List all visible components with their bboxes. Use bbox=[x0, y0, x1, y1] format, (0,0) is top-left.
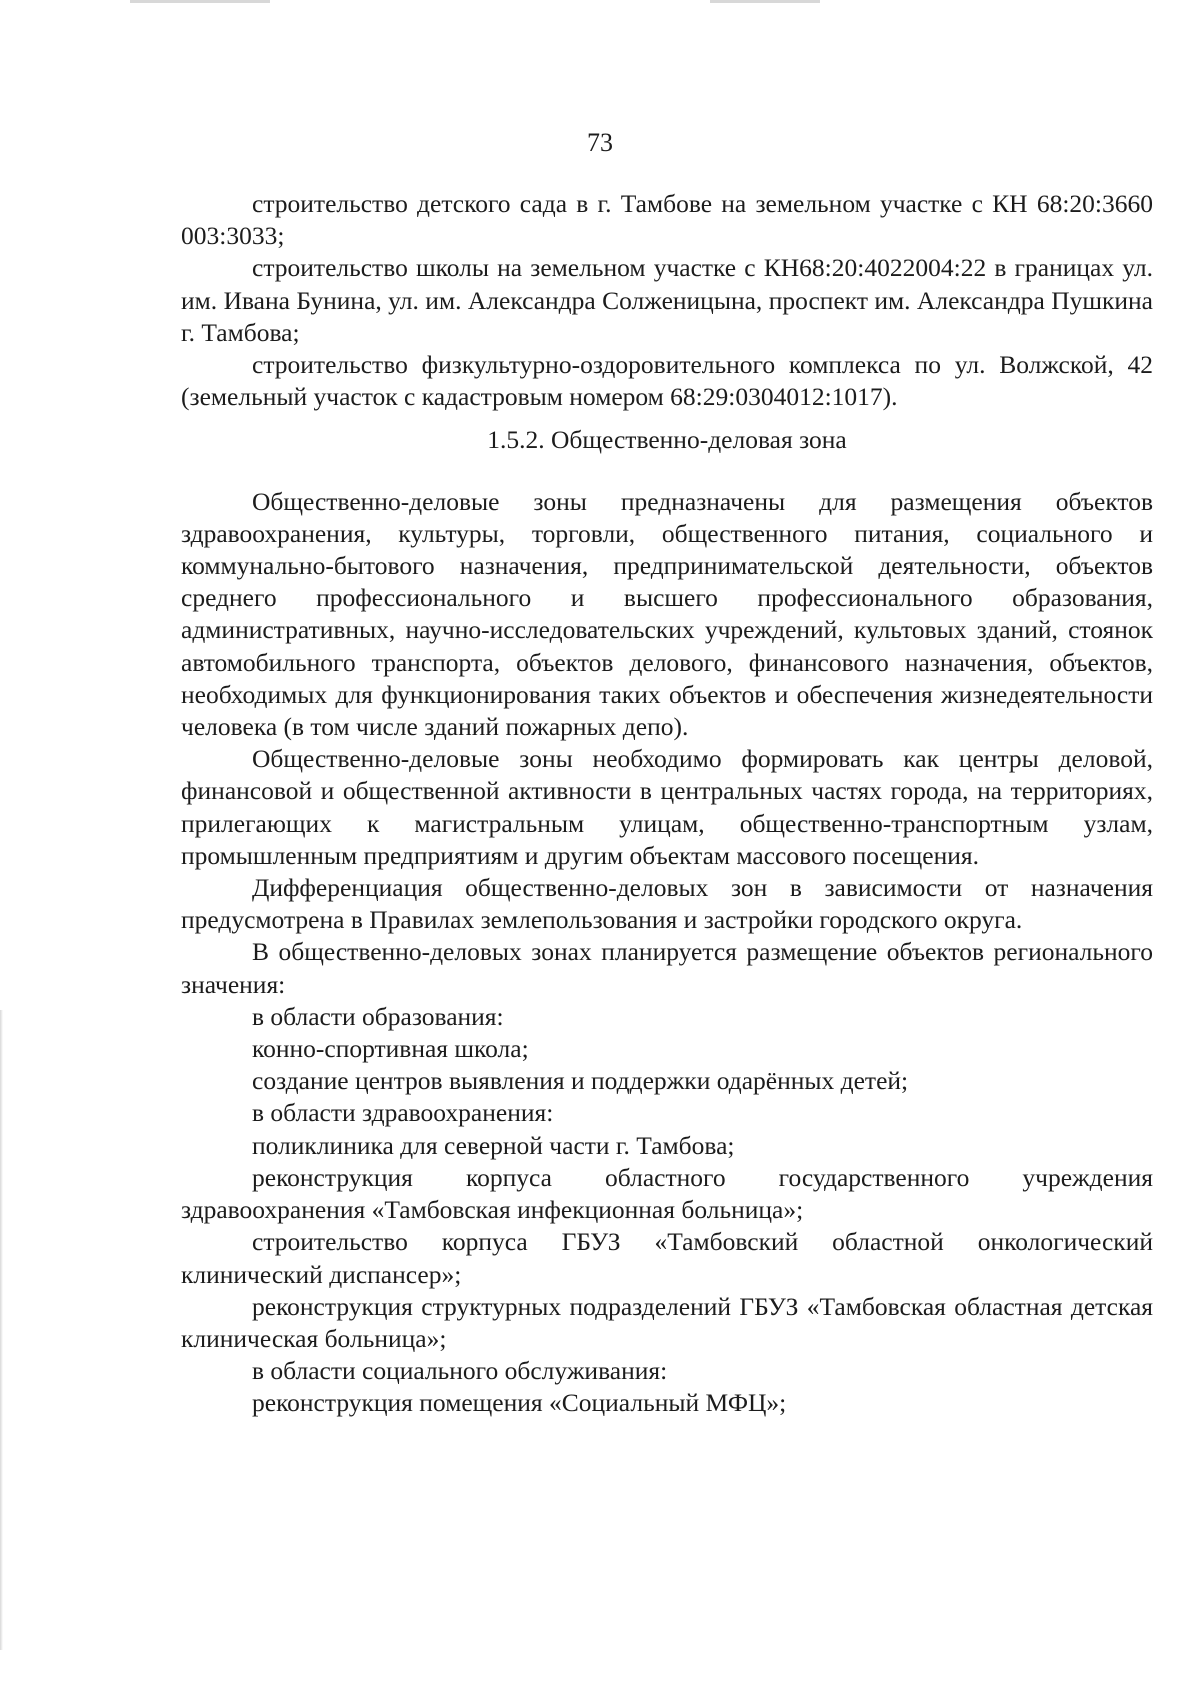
list-item: реконструкция помещения «Социальный МФЦ»; bbox=[252, 1388, 787, 1418]
paragraph: Дифференциация общественно-деловых зон в зависимости от назначения предусмотрена в Правилах землепользования и застройки городского округа. bbox=[181, 873, 1153, 935]
scan-edge-top bbox=[130, 0, 270, 3]
page-number: 73 bbox=[587, 128, 613, 157]
paragraph: строительство физкультурно-оздоровительного комплекса по ул. Волжской, 42 (земельный участок с кадастровым номером 68:29:0304012:1017). bbox=[181, 350, 1153, 412]
list-item: поликлиника для северной части г. Тамбова; bbox=[252, 1130, 735, 1160]
paragraph: строительство школы на земельном участке с КН68:20:4022004:22 в границах ул. им. Ивана Бунина, ул. им. Александра Солженицына, проспект им. Александра Пушкина г. Тамбова; bbox=[181, 253, 1153, 347]
paragraph: строительство детского сада в г. Тамбове на земельном участке с КН 68:20:3660 003:3033; bbox=[181, 189, 1153, 251]
list-heading: в области здравоохранения: bbox=[252, 1098, 554, 1128]
list-heading: в области образования: bbox=[252, 1001, 504, 1031]
list-item: создание центров выявления и поддержки одарённых детей; bbox=[252, 1066, 909, 1096]
list-item: конно-спортивная школа; bbox=[252, 1034, 529, 1064]
list-heading: в области социального обслуживания: bbox=[252, 1356, 668, 1386]
section-heading: 1.5.2. Общественно-деловая зона bbox=[487, 425, 847, 455]
list-item: реконструкция корпуса областного государственного учреждения здравоохранения «Тамбовская инфекционная больница»; bbox=[181, 1162, 1153, 1225]
paragraph: Общественно-деловые зоны необходимо формировать как центры деловой, финансовой и общественной активности в центральных частях города, на территориях, прилегающих к магистральным улицам, общественно-транспортным узлам, промышленным предприятиям и другим объектам массового посещения. bbox=[181, 744, 1153, 870]
scan-edge-top bbox=[710, 0, 820, 3]
paragraph: В общественно-деловых зонах планируется размещение объектов регионального значения: bbox=[181, 937, 1153, 999]
scan-edge-left bbox=[0, 1010, 3, 1650]
list-item: реконструкция структурных подразделений ГБУЗ «Тамбовская областная детская клиническая больница»; bbox=[181, 1291, 1153, 1353]
paragraph: Общественно-деловые зоны предназначены для размещения объектов здравоохранения, культуры, торговли, общественного питания, социального и коммунально-бытового назначения, предпринимательской деятельности, объектов среднего профессионального и высшего профессионального образования, административных, научно-исследовательских учреждений, культовых зданий, стоянок автомобильного транспорта, объектов делового, финансового назначения, объектов, необходимых для функционирования таких объектов и обеспечения жизнедеятельности человека (в том числе зданий пожарных депо). bbox=[181, 486, 1153, 742]
list-item: строительство корпуса ГБУЗ «Тамбовский областной онкологический клинический диспансер»; bbox=[181, 1227, 1153, 1289]
document-body bbox=[181, 188, 1153, 1420]
